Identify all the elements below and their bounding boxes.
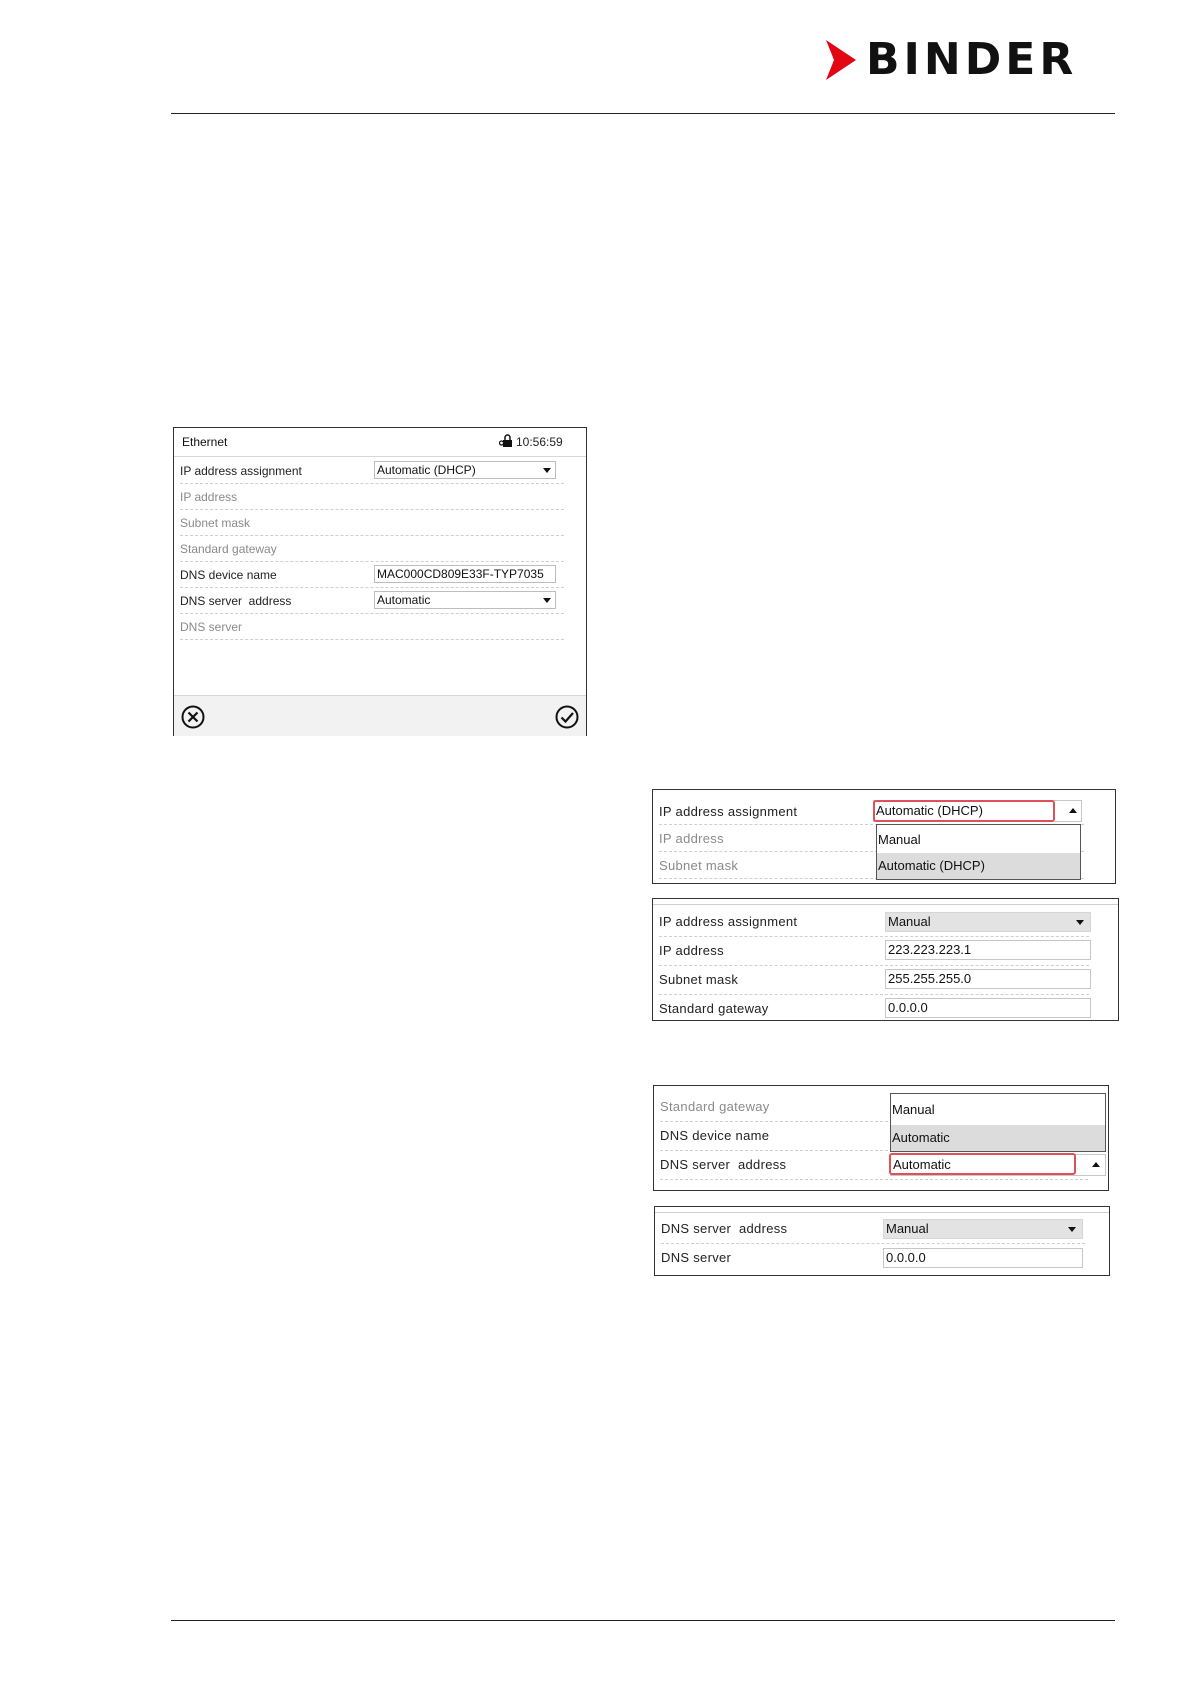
ethernet-dialog (173, 427, 587, 736)
binder-logo-icon (826, 40, 856, 80)
chevron-down-icon (1076, 920, 1084, 925)
binder-logo (826, 34, 1120, 85)
dns-address-options (890, 1093, 1106, 1152)
ip-assignment-select[interactable] (885, 912, 1091, 932)
row-ip-assignment (659, 908, 1089, 937)
label-standard-gateway: Standard gateway (659, 1001, 769, 1016)
label-dns-device-name: DNS device name (660, 1128, 770, 1143)
row-dns-device-name (180, 562, 564, 588)
selection-highlight (889, 1153, 1076, 1175)
label-dns-server-address: DNS server address (180, 594, 292, 608)
ip-assignment-value: Automatic (DHCP) (377, 463, 476, 477)
dialog-title: Ethernet (182, 435, 228, 449)
row-dns-server (661, 1244, 1085, 1272)
dns-server-address-value: Manual (886, 1221, 929, 1236)
cancel-icon[interactable] (181, 705, 205, 729)
dns-server-address-select[interactable] (374, 591, 556, 609)
label-dns-server: DNS server (180, 620, 243, 634)
row-standard-gateway (180, 536, 564, 562)
ip-assignment-select[interactable] (374, 461, 556, 479)
row-dns-server-address (180, 588, 564, 614)
label-subnet-mask: Subnet mask (659, 972, 739, 987)
standard-gateway-input[interactable]: 0.0.0.0 (885, 998, 1091, 1018)
ip-assignment-value: Manual (888, 914, 931, 929)
label-ip-assignment: IP address assignment (659, 804, 798, 819)
label-subnet-mask: Subnet mask (659, 858, 739, 873)
dns-device-name-input[interactable]: MAC000CD809E33F-TYP7035 (374, 565, 556, 583)
dns-server-address-value: Automatic (893, 1157, 951, 1172)
option-manual[interactable]: Manual (878, 832, 921, 847)
option-automatic[interactable]: Automatic (891, 1125, 1105, 1151)
brand-name: BINDER (866, 34, 1078, 85)
chevron-down-icon (1068, 1227, 1076, 1232)
check-icon[interactable] (555, 705, 579, 729)
dns-address-dropdown-panel (653, 1085, 1109, 1191)
label-dns-device-name: DNS device name (180, 568, 277, 582)
manual-ip-panel (652, 898, 1119, 1021)
option-manual[interactable]: Manual (892, 1102, 935, 1117)
label-subnet-mask: Subnet mask (180, 516, 251, 530)
row-ip-address (180, 484, 564, 510)
row-subnet-mask (659, 966, 1089, 995)
label-dns-server-address: DNS server address (660, 1157, 787, 1172)
ip-address-input[interactable]: 223.223.223.1 (885, 940, 1091, 960)
label-standard-gateway: Standard gateway (180, 542, 277, 556)
label-ip-address: IP address (659, 831, 724, 846)
label-dns-server-address: DNS server address (661, 1221, 788, 1236)
selection-highlight (873, 800, 1055, 822)
dialog-header (174, 428, 586, 457)
panel-top-line (653, 904, 1119, 905)
panel-top-line (655, 1212, 1110, 1213)
ip-assignment-value: Automatic (DHCP) (876, 803, 983, 818)
clock-time: 10:56:59 (516, 435, 563, 449)
ip-assignment-dropdown-panel (652, 789, 1116, 884)
row-ip-address (659, 937, 1089, 966)
row-dns-server-address (661, 1215, 1085, 1244)
row-dns-server (180, 614, 564, 640)
dns-server-address-select[interactable] (883, 1219, 1083, 1239)
label-ip-assignment: IP address assignment (180, 464, 302, 478)
lock-icon (499, 434, 513, 448)
row-subnet-mask (180, 510, 564, 536)
header-divider (171, 113, 1115, 114)
chevron-up-icon (1069, 808, 1077, 813)
label-dns-server: DNS server (661, 1250, 732, 1265)
chevron-down-icon (543, 598, 551, 603)
ip-assignment-options (876, 824, 1081, 880)
chevron-up-icon (1092, 1162, 1100, 1167)
dialog-footer (174, 695, 586, 736)
footer-divider (171, 1620, 1115, 1621)
label-ip-assignment: IP address assignment (659, 914, 798, 929)
row-standard-gateway (659, 995, 1089, 1021)
dns-server-address-value: Automatic (377, 593, 431, 607)
label-ip-address: IP address (659, 943, 724, 958)
row-ip-assignment (180, 458, 564, 484)
manual-dns-panel (654, 1206, 1110, 1276)
subnet-mask-input[interactable]: 255.255.255.0 (885, 969, 1091, 989)
label-standard-gateway: Standard gateway (660, 1099, 770, 1114)
option-automatic-dhcp[interactable]: Automatic (DHCP) (877, 853, 1080, 879)
chevron-down-icon (543, 468, 551, 473)
label-ip-address: IP address (180, 490, 238, 504)
dns-server-input[interactable]: 0.0.0.0 (883, 1248, 1083, 1268)
